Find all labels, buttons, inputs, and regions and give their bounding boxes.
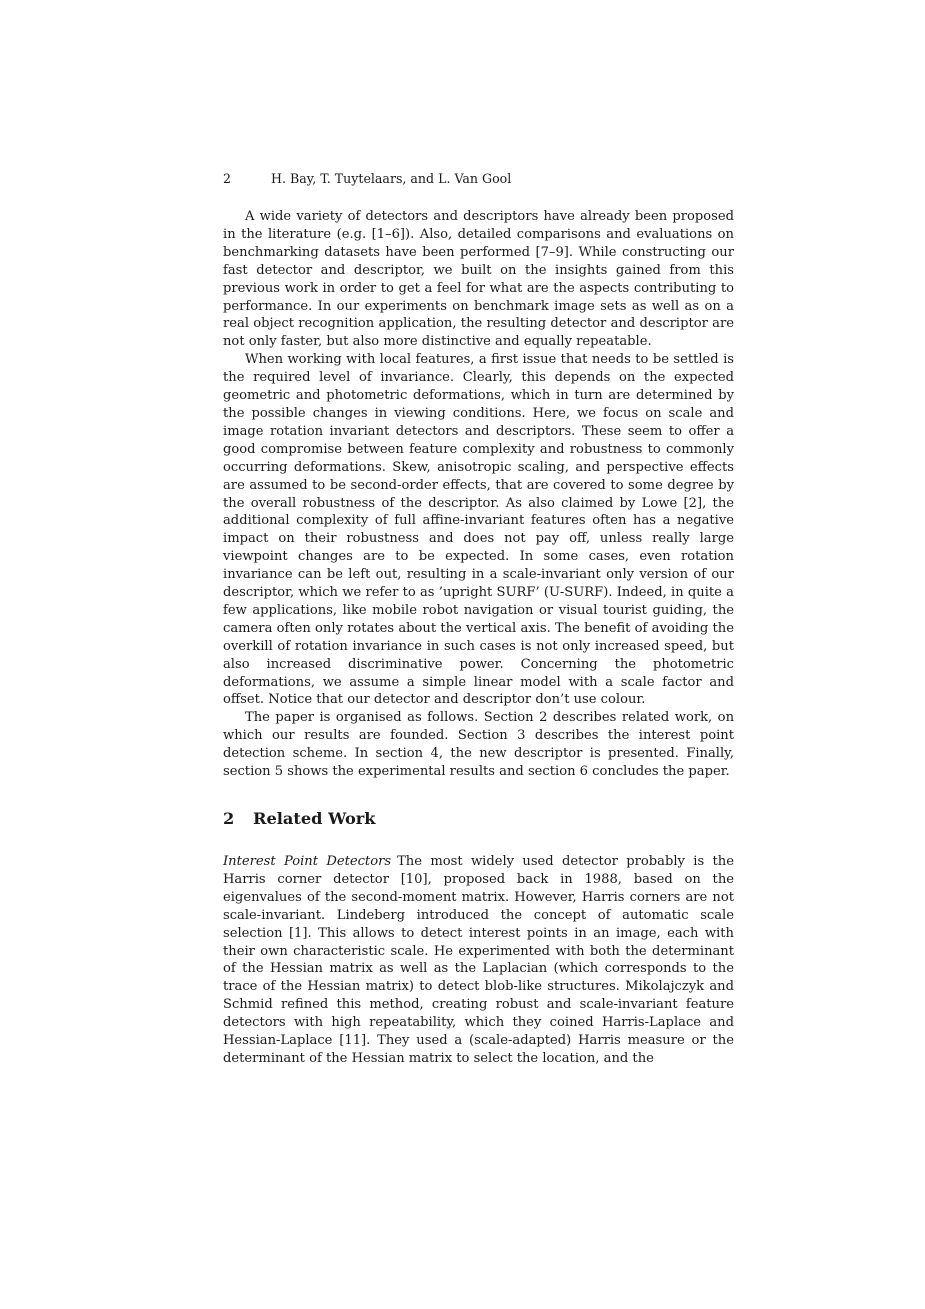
section-title: Related Work [253,809,376,828]
body-paragraph-1: A wide variety of detectors and descriptors have already been proposed in the literature (e.g. [1–6]). Also, detailed comparisons and evaluations on benchmarking datasets have been performed [7–9]. While constructing our fast detector and descriptor, we built on the insights gained from this previous work in order to get a feel for what are the aspects contributing to performance. In our experiments on benchmark image sets as well as on a real object recognition application, the resulting detector and descriptor are not only faster, but also more distinctive and equally repeatable. [223,209,734,350]
section-heading [223,809,734,829]
run-in-heading: Interest Point Detectors [223,854,392,869]
page-number: 2 [223,171,232,186]
body-paragraph-3: The paper is organised as follows. Section 2 describes related work, on which our results are founded. Section 3 describes the interest point detection scheme. In section 4, the new descriptor is presented. Finally, section 5 shows the experimental results and section 6 concludes the paper. [223,710,734,780]
paper-page [223,170,734,1068]
related-work-text: The most widely used detector probably is the Harris corner detector [10], proposed back in 1988, based on the eigenvalues of the second-moment matrix. However, Harris corners are not scale-invariant. Lindeberg introduced the concept of automatic scale selection [1]. This allows to detect interest points in an image, each with their own characteristic scale. He experimented with both the determinant of the Hessian matrix as well as the Laplacian (which corresponds to the trace of the Hessian matrix) to detect blob-like structures. Mikolajczyk and Schmid refined this method, creating robust and scale-invariant feature detectors with high repeatability, which they coined Harris-Laplace and Hessian-Laplace [11]. They used a (scale-adapted) Harris measure or the determinant of the Hessian matrix to select the location, and the [223,854,734,1066]
body-paragraph-2: When working with local features, a first issue that needs to be settled is the required level of invariance. Clearly, this depends on the expected geometric and photometric deformations, which in turn are determined by the possible changes in viewing conditions. Here, we focus on scale and image rotation invariant detectors and descriptors. These seem to offer a good compromise between feature complexity and robustness to commonly occurring deformations. Skew, anisotropic scaling, and perspective effects are assumed to be second-order effects, that are covered to some degree by the overall robustness of the descriptor. As also claimed by Lowe [2], the additional complexity of full affine-invariant features often has a negative impact on their robustness and does not pay off, unless really large viewpoint changes are to be expected. In some cases, even rotation invariance can be left out, resulting in a scale-invariant only version of our descriptor, which we refer to as ’upright SURF’ (U-SURF). Indeed, in quite a few applications, like mobile robot navigation or visual tourist guiding, the camera often only rotates about the vertical axis. The benefit of avoiding the overkill of rotation invariance in such cases is not only increased speed, but also increased discriminative power. Concerning the photometric deformations, we assume a simple linear model with a scale factor and offset. Notice that our detector and descriptor don’t use colour. [223,352,734,708]
running-head-authors: H. Bay, T. Tuytelaars, and L. Van Gool [271,171,512,186]
related-work-paragraph [223,853,734,1068]
section-number: 2 [223,809,235,828]
running-head [223,170,734,188]
